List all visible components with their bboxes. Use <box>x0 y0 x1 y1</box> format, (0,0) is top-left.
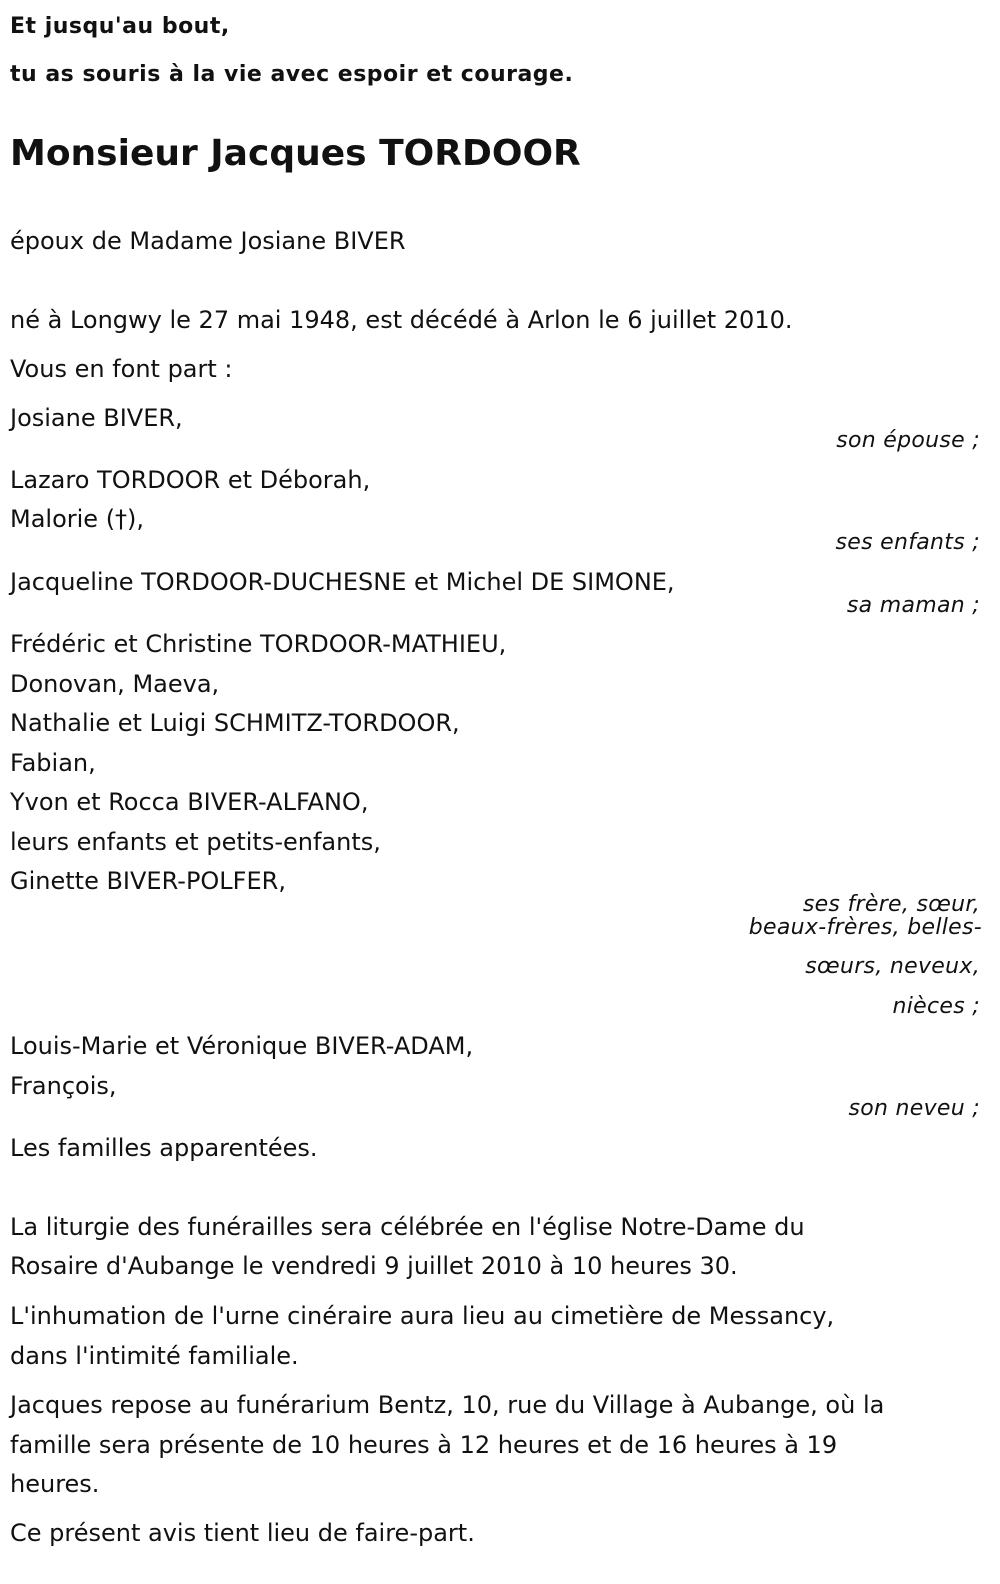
group-4-name-4: Fabian, <box>10 749 96 777</box>
group-2-name-1: Lazaro TORDOOR et Déborah, <box>10 466 371 494</box>
paragraph-3-line-1: Jacques repose au funérarium Bentz, 10, rue du Village à Aubange, où la <box>10 1391 885 1419</box>
group-5-name-2: François, <box>10 1072 117 1100</box>
group-4-name-6: leurs enfants et petits-enfants, <box>10 828 381 856</box>
spouse-line: époux de Madame Josiane BIVER <box>10 227 406 255</box>
deceased-name: Monsieur Jacques TORDOOR <box>10 133 581 174</box>
announcement-intro: Vous en font part : <box>10 355 233 383</box>
group-3-name-1: Jacqueline TORDOOR-DUCHESNE et Michel DE SIMONE, <box>10 568 675 596</box>
group-1-name-1: Josiane BIVER, <box>10 404 183 432</box>
paragraph-2-line-2: dans l'intimité familiale. <box>10 1342 299 1370</box>
group-4-relation-4: nièces ; <box>892 994 980 1019</box>
paragraph-3-line-2: famille sera présente de 10 heures à 12 heures et de 16 heures à 19 <box>10 1431 838 1459</box>
group-4-name-2: Donovan, Maeva, <box>10 670 220 698</box>
group-5-relation-1: son neveu ; <box>848 1096 980 1121</box>
families-line: Les familles apparentées. <box>10 1134 318 1162</box>
group-1-relation-1: son épouse ; <box>836 428 980 453</box>
paragraph-1-line-1: La liturgie des funérailles sera célébrée en l'église Notre-Dame du <box>10 1213 805 1241</box>
group-5-name-1: Louis-Marie et Véronique BIVER-ADAM, <box>10 1032 474 1060</box>
group-3-relation-1: sa maman ; <box>846 593 980 618</box>
paragraph-4-line-1: Ce présent avis tient lieu de faire-part. <box>10 1519 475 1547</box>
paragraph-1-line-2: Rosaire d'Aubange le vendredi 9 juillet 2010 à 10 heures 30. <box>10 1252 738 1280</box>
group-4-relation-2: beaux-frères, belles- <box>748 915 982 940</box>
paragraph-2-line-1: L'inhumation de l'urne cinéraire aura lieu au cimetière de Messancy, <box>10 1302 835 1330</box>
group-4-name-7: Ginette BIVER-POLFER, <box>10 867 286 895</box>
group-2-name-2: Malorie (†), <box>10 505 145 533</box>
group-4-relation-1: ses frère, sœur, <box>802 892 980 917</box>
group-2-relation-1: ses enfants ; <box>835 530 980 555</box>
epigraph-line-2: tu as souris à la vie avec espoir et courage. <box>10 62 574 87</box>
paragraph-3-line-3: heures. <box>10 1470 100 1498</box>
group-4-name-1: Frédéric et Christine TORDOOR-MATHIEU, <box>10 630 507 658</box>
group-4-relation-3: sœurs, neveux, <box>805 954 980 979</box>
birth-death-line: né à Longwy le 27 mai 1948, est décédé à Arlon le 6 juillet 2010. <box>10 306 793 334</box>
epigraph-line-1: Et jusqu'au bout, <box>10 14 230 39</box>
group-4-name-3: Nathalie et Luigi SCHMITZ-TORDOOR, <box>10 709 460 737</box>
group-4-name-5: Yvon et Rocca BIVER-ALFANO, <box>10 788 369 816</box>
